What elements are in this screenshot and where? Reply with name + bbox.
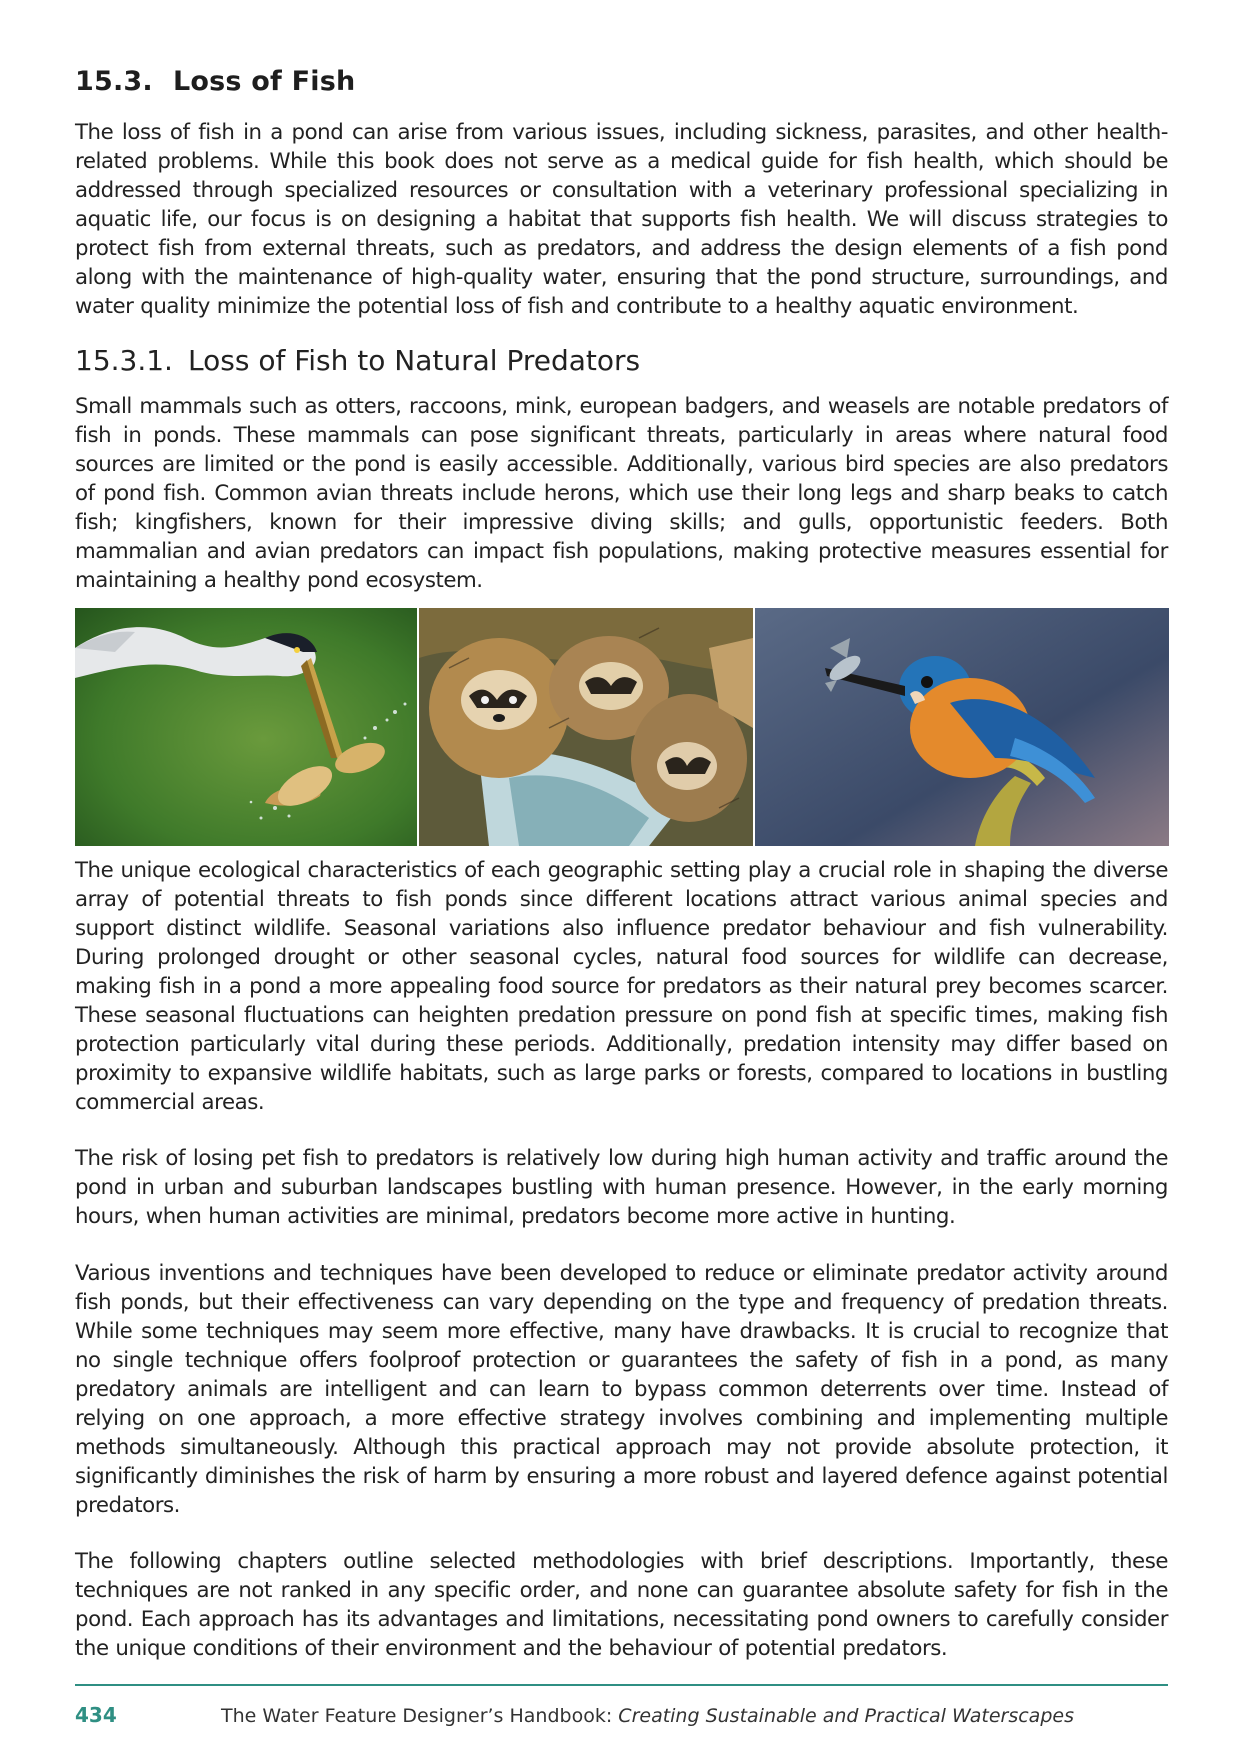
paragraph: Small mammals such as otters, raccoons, mink, european badgers, and weasels are notable predators of fish in ponds. These mammals can pose significant threats, particularly in areas where natural food sources are limited or the pond is easily accessible. Additionally, various bird species are also predators of pond fish. Common avian threats include herons, which use their long legs and sharp beaks to catch fish; kingfishers, known for their impressive diving skills; and gulls, opportunistic feeders. Both mammalian and avian predators can impact fish populations, making protective measures essential for maintaining a healthy pond ecosystem. <box>75 394 1168 593</box>
footer-divider <box>75 1684 1168 1686</box>
predator-photo-strip <box>75 608 1169 846</box>
book-subtitle: Creating Sustainable and Practical Waterscapes <box>618 1705 1074 1727</box>
section-heading <box>75 66 355 97</box>
paragraph: Various inventions and techniques have been developed to reduce or eliminate predator activity around fish ponds, but their effectiveness can vary depending on the type and frequency of predation threats. While some techniques may seem more effective, many have drawbacks. It is crucial to recognize that no single technique offers foolproof protection or guarantees the safety of fish in a pond, as many predatory animals are intelligent and can learn to bypass common deterrents over time. Instead of relying on one approach, a more effective strategy involves combining and implementing multiple methods simultaneously. Although this practical approach may not provide absolute protection, it significantly diminishes the risk of harm by ensuring a more robust and layered defence against potential predators. <box>75 1261 1168 1518</box>
paragraph: The unique ecological characteristics of each geographic setting play a crucial role in shaping the diverse array of potential threats to fish ponds since different locations attract various animal species and support distinct wildlife. Seasonal variations also influence predator behaviour and fish vulnerability. During prolonged drought or other seasonal cycles, natural food sources for wildlife can decrease, making fish in a pond a more appealing food source for predators as their natural prey becomes scarcer. These seasonal fluctuations can heighten predation pressure on pond fish at specific times, making fish protection particularly vital during these periods. Additionally, predation intensity may differ based on proximity to expansive wildlife habitats, such as large parks or forests, compared to locations in bustling commercial areas. <box>75 858 1168 1115</box>
paragraph: The following chapters outline selected methodologies with brief descriptions. Importantly, these techniques are not ranked in any specific order, and none can guarantee absolute safety for fish in the pond. Each approach has its advantages and limitations, necessitating pond owners to carefully consider the unique conditions of their environment and the behaviour of potential predators. <box>75 1549 1168 1661</box>
book-title: The Water Feature Designer’s Handbook: <box>221 1705 619 1727</box>
running-footer <box>221 1705 1074 1727</box>
subsection-title: Loss of Fish to Natural Predators <box>188 344 641 377</box>
section-number: 15.3. <box>75 66 153 97</box>
page-number: 434 <box>75 1703 117 1727</box>
paragraph: The risk of losing pet fish to predators is relatively low during high human activity and traffic around the pond in urban and suburban landscapes bustling with human presence. However, in the early morning hours, when human activities are minimal, predators become more active in hunting. <box>75 1146 1168 1229</box>
raccoons-illustration <box>419 608 753 846</box>
section-title: Loss of Fish <box>173 66 356 97</box>
subsection-number: 15.3.1. <box>75 344 173 377</box>
subsection-heading <box>75 344 640 377</box>
heron-photo <box>75 608 417 846</box>
kingfisher-photo <box>755 608 1169 846</box>
paragraph: The loss of fish in a pond can arise from various issues, including sickness, parasites, and other health-related problems. While this book does not serve as a medical guide for fish health, which should be addressed through specialized resources or consultation with a veterinary professional specializing in aquatic life, our focus is on designing a habitat that supports fish health. We will discuss strategies to protect fish from external threats, such as predators, and address the design elements of a fish pond along with the maintenance of high-quality water, ensuring that the pond structure, surroundings, and water quality minimize the potential loss of fish and contribute to a healthy aquatic environment. <box>75 120 1168 319</box>
